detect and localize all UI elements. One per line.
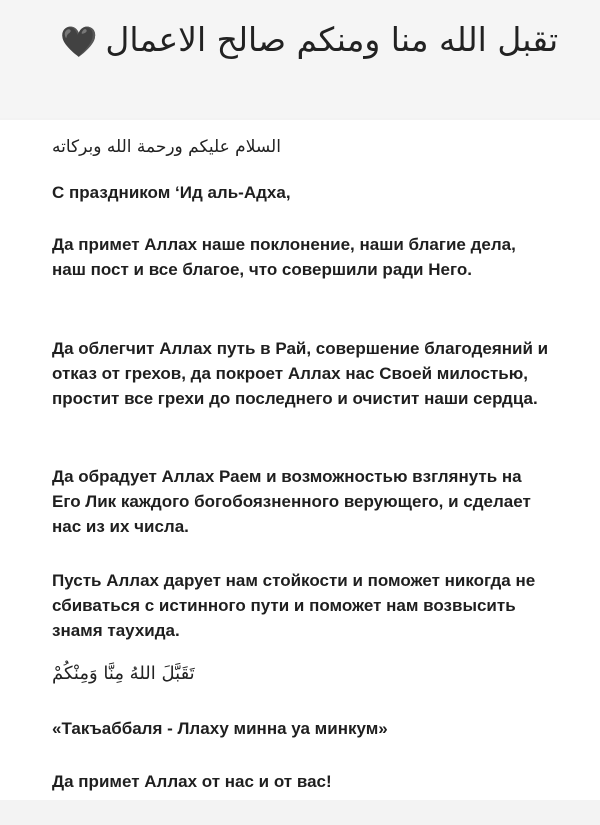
arabic-greeting: السلام عليكم ورحمة الله وبركاته [52,137,281,157]
paragraph-paradise: Да облегчит Аллах путь в Рай, совершение благодеяний и отказ от грехов, да покроет Аллах нас Своей милостью, простит все грехи до последнего и очистит наши сердца. [52,339,549,408]
paragraph-steadfastness: Пусть Аллах дарует нам стойкости и поможет никогда не сбиваться с истинного пути и поможет нам возвысить знамя таухида. [52,571,536,640]
black-heart-icon: 🖤 [60,25,98,60]
closing-line: Да примет Аллах от нас и от вас! [52,772,332,791]
story-title [60,15,559,68]
message-card [0,120,600,800]
paragraph-glad-tidings: Да обрадует Аллах Раем и возможностью взглянуть на Его Лик каждого богобоязненного верующего, и сделает нас из их числа. [52,467,531,536]
story-header [0,0,600,118]
arabic-dua: تَقَبَّلَ اللهُ مِنَّا وَمِنْكُمْ [52,663,195,684]
story-title-text: تقبل الله منا ومنكم صالح الاعمال [105,20,559,59]
paragraph-acceptance: Да примет Аллах наше поклонение, наши благие дела, наш пост и все благое, что совершили ради Него. [52,235,516,279]
eid-greeting: С праздником ‘Ид аль-Адха, [52,183,291,202]
dua-transliteration: «Такъаббаля - Ллаху минна уа минкум» [52,719,388,738]
footer-strip [0,800,600,825]
